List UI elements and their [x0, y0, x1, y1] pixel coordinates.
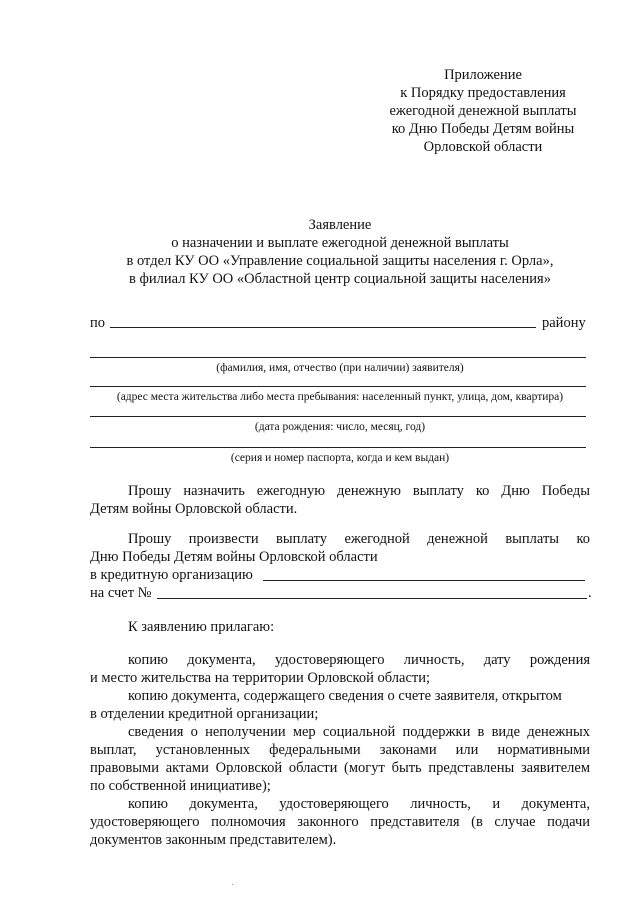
bank-field[interactable] — [263, 580, 585, 581]
attachments-heading: К заявлению прилагаю: — [128, 619, 275, 635]
birth-date-field[interactable] — [90, 416, 586, 417]
address-field[interactable] — [90, 386, 586, 387]
account-end: . — [588, 585, 592, 601]
attachment-line: удостоверяющего полномочия законного представителя (в случае подачи — [90, 814, 590, 830]
request-paragraph — [90, 482, 590, 518]
appendix-line: Приложение — [444, 67, 522, 83]
attachment-line: копию документа, содержащего сведения о счете заявителя, открытом — [128, 688, 562, 704]
attachment-line: документов законным представителем). — [90, 832, 337, 848]
bank-label: в кредитную организацию — [90, 567, 253, 583]
attachment-line: копию документа, удостоверяющего личность, и документа, — [128, 796, 590, 812]
payment-paragraph — [90, 530, 590, 566]
attachment-line: правовыми актами Орловской области (могут быть представлены заявителем — [90, 760, 590, 776]
appendix-line: ко Дню Победы Детям войны — [391, 121, 575, 137]
passport-caption: (серия и номер паспорта, когда и кем выдан) — [230, 452, 450, 464]
account-field[interactable] — [157, 598, 587, 599]
district-suffix: району — [542, 315, 586, 331]
appendix-line: ежегодной денежной выплаты — [389, 103, 577, 119]
attachment-line: сведения о неполучении мер социальной поддержки в виде денежных — [128, 724, 590, 740]
appendix-line: Орловской области — [423, 139, 543, 155]
account-label: на счет № — [90, 585, 152, 601]
payment-line: Прошу произвести выплату ежегодной денежной выплаты ко — [128, 531, 590, 547]
attachment-item — [90, 795, 590, 849]
title-line: о назначении и выплате ежегодной денежной выплаты — [171, 235, 509, 251]
request-line: Прошу назначить ежегодную денежную выплату ко Дню Победы — [128, 483, 590, 499]
attachment-item — [90, 723, 590, 795]
payment-line: Дню Победы Детям войны Орловской области — [90, 549, 378, 565]
document-title — [90, 216, 590, 288]
appendix-header — [370, 66, 596, 156]
attachment-line: выплат, установленных федеральными законами или нормативными — [90, 742, 590, 758]
title-line: в филиал КУ ОО «Областной центр социальной защиты населения» — [129, 271, 551, 287]
attachment-line: копию документа, удостоверяющего личность, дату рождения — [128, 652, 590, 668]
birth-date-caption: (дата рождения: число, месяц, год) — [254, 421, 426, 433]
district-field[interactable] — [110, 327, 536, 328]
fio-caption: (фамилия, имя, отчество (при наличии) заявителя) — [216, 362, 464, 374]
title-line: Заявление — [308, 217, 372, 233]
title-line: в отдел КУ ОО «Управление социальной защиты населения г. Орла», — [126, 253, 554, 269]
scan-speck — [232, 884, 233, 885]
attachment-line: в отделении кредитной организации; — [90, 706, 319, 722]
fio-field[interactable] — [90, 357, 586, 358]
attachment-line: по собственной инициативе); — [90, 778, 271, 794]
attachment-line: и место жительства на территории Орловской области; — [90, 670, 430, 686]
request-line: Детям войны Орловской области. — [90, 501, 298, 517]
attachment-item — [90, 651, 590, 687]
address-caption: (адрес места жительства либо места пребывания: населенный пункт, улица, дом, квартира) — [116, 391, 564, 403]
appendix-line: к Порядку предоставления — [400, 85, 566, 101]
passport-field[interactable] — [90, 447, 586, 448]
district-prefix: по — [90, 315, 106, 331]
attachment-item — [90, 687, 590, 723]
